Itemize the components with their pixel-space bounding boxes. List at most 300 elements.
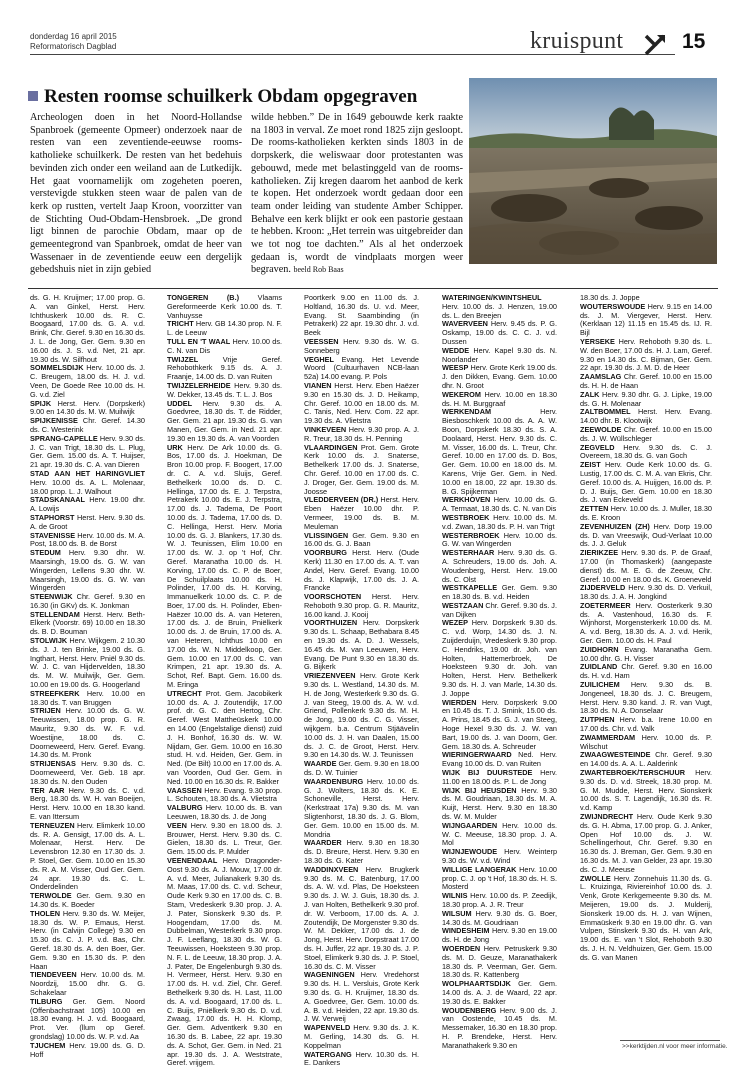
listing-services: Ger. Gem. 14.00 ds. A. J. de Waard, 22 apr. 19.30 ds. E. Bakker — [442, 979, 557, 1006]
listing-services: Herv. 9.30 ds. W. Meijer, 18.30 ds. W. P. Emaus, Herst. Herv. (in Calvijn College) 9.30 en 15.30 ds. C. J. P. v.d. Bas, Chr. Geref. 18.30 ds. A. den Boer, Ger. Gem. 9.30 en 15.30 ds. P. den Haan — [30, 908, 145, 971]
title-marker — [28, 91, 38, 101]
listing-entry — [30, 1042, 145, 1060]
listing-services: Herv. Evang. 9.30 prop. L. Schouten, 18.30 ds. A. Vlietstra — [167, 785, 282, 804]
listing-services: Herv. 9.30 en 18.00 ds. J. Brouwer, Herst. Herv. 9.30 ds. C. Gielen, 18.30 ds. L. Treur, Ger. Gem. 15.00 ds. P. Mulder — [167, 820, 282, 857]
listing-services: Vlaams Gereformeerde Kerk 10.00 ds. T. Vanhuysse — [167, 293, 283, 320]
listing-entry — [580, 769, 712, 813]
listing-services: Herv. 9.15 en 14.00 ds. J. M. Viergever, Herst. Herv. (Kerklaan 12) 11.15 en 15.45 ds. IJ. R. Bijl — [580, 301, 712, 338]
listing-entry — [30, 971, 145, 997]
listing-top-rule — [28, 288, 718, 289]
listing-entry — [442, 945, 557, 980]
listing-services: Chr. Geref. 10.00 en 15.00 ds. H. H. de Haan — [580, 372, 712, 390]
listing-place: WOERDEN — [442, 943, 481, 953]
listing-place: VIANEN — [304, 380, 332, 390]
listing-services: Herv. 10.00 ds. J. C. Breugem, 18.00 ds. H. J. v.d. Veen, De Goede Ree 10.00 ds. H. G. v.d. Ziel — [30, 363, 145, 399]
listing-services: Herv. 9.30 en 19.00 ds. H. de Jong — [442, 926, 557, 945]
listing-entry — [30, 892, 145, 910]
listing-entry — [304, 549, 419, 593]
listing-place: YERSEKE — [580, 336, 615, 346]
listing-entry — [30, 707, 145, 760]
listing-entry — [580, 681, 712, 716]
listing-services: Herv. 19.00 ds. G. D. Hoff — [30, 1040, 145, 1059]
listing-services: Chr. Geref. 10.00 en 15.00 ds. J. W. Wüllschleger — [580, 424, 712, 443]
listing-place: ZWAMMERDAM — [580, 732, 636, 742]
listing-column-1 — [30, 294, 145, 1059]
listing-place: WIERINGERWAARD — [442, 750, 512, 760]
listing-services: Herv. b.a. Irene 10.00 en 17.00 ds. Chr. v.d. Valk — [580, 715, 712, 734]
listing-entry — [580, 408, 712, 426]
listing-entry — [442, 320, 557, 346]
listing-services: Ger. Gem. 9.30 en 18.00 ds. D. W. Tuinier — [304, 759, 419, 778]
listing-services: Herv. 9.30 ds. G. A. Schreuders, 19.00 ds. Joh. A. Woudenberg, Herst. Herv. 19.00 ds. C. Olst — [442, 548, 557, 584]
listing-entry — [442, 532, 557, 550]
listing-place: WEDDE — [442, 345, 470, 355]
listing-services: Herv. 9.30 ds. A. Goedvree, 18.30 ds. T. de Ridder, Ger. Gem. 21 apr. 19.30 ds. G. van Manen, Ger. Gem. in Ned. 21 apr. 19.30 en 19.30 ds. A. van Voorden — [167, 398, 282, 443]
listing-services: Herv. 10.00 ds. M. A. Post, 18.00 ds. B. de Borst — [30, 530, 145, 549]
listing-services: Herv. 9.00 ds. J. van Oostende, 10.45 ds. M. Messemaker, 16.30 en 18.30 prop. H. P. Brendeke, Herst. Herv. Maranathakerk 9.30 en — [442, 1005, 557, 1050]
listing-entry — [442, 584, 557, 602]
listing-entry — [442, 866, 557, 892]
listing-entry — [30, 787, 145, 822]
listing-services: Chr. Geref. 14.30 ds. C. Westerink — [30, 416, 145, 434]
listing-place: STADSKANAAL — [30, 495, 85, 505]
listing-services: Chr. Geref. 9.30 en 16.30 (in GKv) ds. K. Jonkman — [30, 592, 145, 610]
listing-column-4 — [442, 294, 557, 1051]
listing-place: WAARDENBURG — [304, 776, 364, 786]
listing-place: ZWIJNDRECHT — [580, 812, 634, 822]
listing-entry — [580, 523, 712, 549]
listing-place: WIERDEN — [442, 697, 477, 707]
listing-place: WIJK BIJ HEUSDEN — [442, 785, 517, 795]
listing-services: Herv. Dorpskerk 9.00 en 10.45 ds. T. J. Smink, 15.00 ds. A. Prins, 18.45 ds. G. J. van Steeg, Hoge Hexel 9.30 ds. J. W. van Bart, 19.00 ds. J. van Doorn, Ger. Gem. 18.30 ds. A. Schreuder — [442, 697, 557, 751]
listing-services: Herv. 10.00 ds. M. Noordzij, 15.00 dhr. G. G. Schakelaar — [30, 970, 145, 997]
listing-entry — [167, 787, 282, 805]
listing-place: UTRECHT — [167, 688, 202, 698]
listing-place: WAARDE — [304, 759, 337, 769]
listing-entry — [442, 549, 557, 584]
listing-services: Herv. Oosterkerk 9.30 ds. A. Vastenhoud, 16.30 ds. F. Wijnhorst, Morgensterkerk 10.00 ds. M. A. v.d. Berg, 18.30 ds. A. J. v.d. Herik, Ger. Gem. 10.00 ds. H. Paul — [580, 600, 712, 646]
listing-place: ZUTPHEN — [580, 715, 615, 725]
listing-entry — [580, 549, 712, 584]
listing-services: Herv. 10.00 ds. J. Henzen, 19.00 ds. L. den Breejen — [442, 301, 557, 320]
listing-services: Herv. 10.00 ds. J. Muller, 18.30 ds. E. Kroon — [580, 504, 712, 522]
listing-place: WILNIS — [442, 891, 468, 901]
listing-column-5 — [580, 294, 712, 963]
listing-place: VRIEZENVEEN — [304, 671, 356, 681]
listing-place: STELLENDAM — [30, 609, 80, 619]
listing-entry — [167, 320, 282, 338]
listing-entry — [30, 998, 145, 1042]
listing-entry — [30, 294, 145, 364]
listing-services: Ger. Gem. Noord (Offenbachstraat 105) 10.00 en 18.30 evang. H. J. v.d. Boogaard, Prot. Ver. (llum op Geref. grondslag) 10.00 ds. W. P. v.d. Aa — [30, 996, 145, 1041]
listing-services: Prot. Gem. Grote Kerk 10.00 ds. J. Snaterse, Bethelkerk 17.00 ds. J. Snaterse, Chr. Geref. 10.00 en 17.00 ds. C. J. Droger, Ger. Gem. 19.00 ds. M. Joosse — [304, 442, 419, 496]
listing-place: ZIERIKZEE — [580, 548, 619, 558]
listing-services: Herv. 9.30 prop. A. J. R. Treur, 18.30 ds. H. Penning — [304, 424, 419, 443]
listing-place: WERKENDAM — [442, 407, 492, 417]
listing-entry — [442, 848, 557, 866]
listing-entry — [167, 400, 282, 444]
listing-place: URK — [167, 442, 183, 452]
listing-place: WAARDER — [304, 838, 342, 848]
listing-place: WATERINGEN/KWINTSHEUL — [442, 293, 542, 302]
excavation-photo-image — [469, 78, 717, 264]
listing-entry — [442, 910, 557, 928]
article-column-1: Archeologen doen in het Noord-Hollandse Spanbroek (gemeente Opmeer) onderzoek naar de resten van een zeventiende-eeuwse rooms-katholieke schuilkerk. De resten van het bedehuis bevinden zich onder een weiland aan de Lutkedijk. Het gaat voornamelijk om zogeheten poeren, verstevigde stukken steen waar de palen van de kerk op rustten, vertelt Jaap Kroon, voorzitter van de Stichting Oud-Obdam-Hensbroek. „De grond ligt binnen de parochie Obdam, maar op de gemeentegrond van Spanbroek, omdat de heer van Wassenaer in de zeventiende eeuw een dergelijk gebedshuis niet in zijn gebied — [30, 112, 242, 276]
listing-place: SPRANG-CAPELLE — [30, 433, 98, 443]
listing-entry — [580, 303, 712, 338]
listing-entry — [304, 593, 419, 619]
listing-place: WIJK BIJ DUURSTEDE — [442, 768, 533, 778]
listing-place: ZWARTEBROEK/TERSCHUUR — [580, 768, 685, 778]
listing-place: VOORTHUIZEN — [304, 618, 358, 628]
listing-entry — [30, 514, 145, 532]
listing-place: ZEEWOLDE — [580, 424, 622, 434]
listing-services: Herv. 9.30 dhr. G. J. Lipke, 19.00 ds. G. H. Molenaar — [580, 389, 712, 408]
listing-services: Herv. 10.00 ds. P. Zeedijk, 18.30 prop. A. J. R. Treur — [442, 891, 557, 909]
listing-services: Chr. Geref. 9.30 en 16.00 ds. H. v.d. Ham — [580, 662, 712, 681]
listing-place: WIJNJEWOUDE — [442, 847, 498, 857]
listing-place: STREEFKERK — [30, 688, 80, 698]
listing-entry — [30, 364, 145, 399]
listing-place: ZIJDERVELD — [580, 583, 626, 593]
listing-place: TILBURG — [30, 996, 63, 1006]
listing-entry — [304, 619, 419, 672]
listing-services: Herv. 9.30 ds. G. Boer, 14.30 ds. M. Goudriaan — [442, 908, 557, 927]
listing-services: Evang. Het Levende Woord (Cultuurhaven NCB-laan 52a) 14.00 evang. P. Pols — [304, 354, 419, 382]
article-column-2 — [251, 112, 463, 277]
listing-entry — [580, 584, 712, 602]
listing-column-3 — [304, 294, 419, 1068]
listing-place: WATERGANG — [304, 1049, 352, 1059]
listing-place: ZUIDHORN — [580, 644, 619, 654]
listing-services: Herv. 9.30 ds. B. Jongeneel, 18.30 ds. J. C. Breugem, Herst. Herv. 9.30 kand. J. R. van Vugt, 18.30 ds. N. A. Donselaar — [580, 680, 712, 716]
listing-place: VEESSEN — [304, 336, 339, 346]
listing-entry — [167, 690, 282, 787]
listing-entry — [442, 892, 557, 910]
listing-services: Herst. Herv. Eben Haëzer 9.30 en 15.30 ds. J. D. Heikamp, Chr. Geref. 10.00 en 18.00 ds. M. C. Tanis, Ned. Herv. Com. 22 apr. 19.30 ds. A. Vlietstra — [304, 380, 419, 426]
listing-place: WEZEP — [442, 618, 468, 628]
listing-services: Herst. Herv. Eben Haëzer 10.00 dhr. P. Vermeer, 19.00 ds. B. M. Meuleman — [304, 495, 419, 531]
listing-place: WILLIGE LANGERAK — [442, 864, 517, 874]
listing-services: Ned. Herv. Evang 10.00 ds. D. van Ruiten — [442, 750, 557, 769]
listing-place: WEESP — [442, 363, 469, 373]
listing-entry — [442, 391, 557, 409]
listing-entry — [580, 663, 712, 681]
section-arrow-icon — [643, 33, 667, 57]
listing-services: Herv. 10.00 ds. C. N. van Dis — [167, 336, 282, 355]
listing-place: TRICHT — [167, 319, 194, 329]
listing-entry — [580, 875, 712, 963]
listing-services: Herv. 10.00 prop. C. J. op 't Hof, 18.30 ds. H. S. Mosterd — [442, 864, 557, 892]
listing-entry — [442, 699, 557, 752]
listing-place: WOUDENBERG — [442, 1005, 497, 1015]
listing-entry — [442, 822, 557, 848]
listing-services: Herv. 9.30 ds. C. J. Overeem, 18.30 ds. G. van Goch — [580, 442, 712, 461]
header-date: donderdag 16 april 2015 — [30, 32, 117, 41]
listing-entry — [30, 611, 145, 637]
listing-entry — [167, 857, 282, 1068]
listing-entry — [30, 822, 145, 892]
listing-services: ds. G. H. Kruijmer; 17.00 prop. G. A. van Ginkel, Herst. Herv. Ichthuskerk 10.00 ds. R. C. Boogaard, 17.00 ds. G. A. v.d. Brink, Chr. Geref. 9.30 en 16.30 ds. J. L. de Jong, Ger. Gem. 9.30 en 16.00 ds. J. S. v.d. Net, 21 apr. 19.30 ds. W. Silfhout — [30, 293, 145, 364]
listing-place: TWIJZEL — [167, 354, 199, 364]
listing-services: Poortkerk 9.00 en 11.00 ds. J. Holtland, 16.30 ds. U. v.d. Meer, Evang. St. Saambinding (in Petrakerk) 22 apr. 19.30 dhr. J. v.d. Beek — [304, 293, 419, 338]
listing-services: Herv. Grote Kerk 9.30 ds. L. Westland, 14.30 ds. M. H. de Jong, Westerkerk 9.30 ds. G. J. van Steeg, 19.00 ds. A. W. v.d. Griend, Pollenkerk 9.30 ds. M. H. de Jong, 19.00 ds. C. G. Visser, wijkgem. b.a. Centrum Stjäävelin 10.00 ds. J. H. van Daalen, 15.00 ds. J. C. de Groot, Herst. Herv. 9.30 en 14.30 ds. W. J. Teunissen — [304, 671, 419, 760]
listing-entry — [580, 813, 712, 875]
listing-entry — [30, 470, 145, 496]
listing-place: ZALK — [580, 389, 600, 399]
listing-entry — [304, 866, 419, 972]
listing-entry — [30, 690, 145, 708]
listing-entry — [30, 400, 145, 418]
listing-place: TJUCHEM — [30, 1040, 66, 1050]
listing-entry — [580, 646, 712, 664]
listing-services: Herv. 9.30 dhr. W. Maarsingh, 19.00 ds. G. W. van Wingerden, Lellens 9.30 dhr. W. Maarsingh, 19.00 ds. G. W. van Wingerden — [30, 548, 145, 593]
listing-entry — [304, 1051, 419, 1068]
listing-services: Prot. Gem. Jacobikerk 10.00 ds. A. J. Zoutendijk, 17.00 prof. dr. G. C. den Hertog, Chr. Geref. West Mattheüskerk 10.00 en 14.00 (Engelstalige dienst) zuid J. H. Bonhof, 16.30 ds. W. W. Nijdam, Ger. Gem. 10.00 en 16.30 stud. H. v.d. Heiden, Ger. Gem. in Ned. (De Bilt) 10.00 en 17.00 ds. A. van Voorden, Oud Ger. Gem. in Ned. 10.00 en 16.30 ds. R. Bakker — [167, 688, 282, 786]
listing-place: ZWOLLE — [580, 873, 611, 883]
listing-services: Herv. Dorpskerk 9.30 ds. C. v.d. Worp, 14.30 ds. J. N. Zuijderduijn, Vredeskerk 9.30 prop. C. Hendriks, 19.00 dr. Joh. van Holten, Hattemerbroek, De Hoeksteen 9.30 dr. Joh. van Holten, Herst. Herv. Bethelkerk 9.30 ds. H. J. van Marle, 14.30 ds. J. Joppe — [442, 618, 557, 698]
listing-place: VLEDDERVEEN (DR.) — [304, 495, 379, 505]
listing-entry — [304, 338, 419, 356]
listing-services: Herv. 11.00 en 18.00 ds. P. L. de Jong — [442, 768, 557, 786]
listing-place: SOMMELSDIJK — [30, 363, 84, 373]
listing-place: WAVERVEEN — [442, 319, 488, 329]
listing-services: Herst. Herv. Evang. 14.00 dhr. B. Klootwijk — [580, 407, 712, 426]
listing-services: Herv. Brugkerk 9.30 ds. M. C. Batenburg, 17.00 ds. A. W. v.d. Plas, De Hoeksteen 9.30 ds. J. W. J. Guis, 18.30 ds. J. J. van Holten, Bethelkerk 9.30 prof. dr. W. Verboom, 17.00 ds. A. J. Zoutendijk, De Morgenster 9.30 ds. W. M. Dekker, 17.00 ds. J. de Jong, Herst. Herv. Dorpstraat 17.00 ds. H. Juffer, 22 apr. 19.30 ds. J. P. Stoel, Elimkerk 9.30 ds. J. P. Stoel, 16.30 ds. C. M. Visser — [304, 864, 419, 971]
listing-services: Ger. Gem. 9.30 en 16.00 ds. G. J. Baan — [304, 530, 419, 549]
listing-place: STOLWIJK — [30, 636, 68, 646]
listing-place: TERNEUZEN — [30, 820, 75, 830]
listing-place: WESTERHAAR — [442, 548, 495, 558]
listing-services: Vrije Geref. Rehobothkerk 9.15 ds. A. J. Fraanje, 14.00 ds. D. van Ruiten — [167, 354, 282, 382]
listing-place: SPIJK — [30, 398, 52, 408]
listing-place: TWIJZELERHEIDE — [167, 380, 231, 390]
listing-entry — [304, 1024, 419, 1050]
listing-entry — [442, 408, 557, 496]
listing-column-2 — [167, 294, 282, 1068]
listing-services: Herv. Oude Kerk 10.00 ds. G. Lustig, 17.00 ds. C. M. A. van Ekris, Chr. Geref. 10.00 ds. A. Huijgen, 16.00 ds. P. D. J. Buijs, Ger. Gem. 10.00 en 18.30 ds. J. van Eckeveld — [580, 460, 712, 505]
listing-services: Herv. 10.00 ds. G. W. Teeuwissen, 18.00 prop. G. R. Mauritz, 9.30 ds. W. F. v.d. Woestijne, 18.00 ds. C. Doorneweerd, Herv. Geref. Evang. 14.30 ds. M. Pronk — [30, 706, 145, 760]
listing-place: ZEGVELD — [580, 442, 615, 452]
listing-place: THOLEN — [30, 908, 60, 918]
listing-place: ZEIST — [580, 460, 601, 470]
listing-services: Herv. 10.00 ds. P. Wilschut — [580, 732, 712, 751]
listing-place: STAPHORST — [30, 512, 75, 522]
header-date-block — [30, 32, 117, 52]
listing-services: Herst. Herv. 9.30 ds. A. de Groot — [30, 512, 145, 531]
listing-entry — [580, 461, 712, 505]
listing-services: Herv. 10.30 ds. H. E. Dankers — [304, 1049, 419, 1068]
listing-services: Ger. Gem. 9.30 en 18.30 ds. B. v.d. Heiden — [442, 583, 557, 602]
listing-entry — [580, 716, 712, 734]
listing-place: VLISSINGEN — [304, 530, 349, 540]
listing-services: Herv. Oude Kerk 9.30 ds. G. H. Abma, 17.00 prop. G. J. Anker, Open Hof 10.00 ds. J. W. Schellingerhout, Chr. Geref. 9.30 en 16.30 ds. J. Breman, Ger. Gem. 9.30 en 16.30 ds. M. J. van Gelder, 23 apr. 19.30 ds. C. J. Meeuse — [580, 812, 712, 874]
listing-place: STEDUM — [30, 548, 61, 558]
listing-services: Herst. Herv. Beth-Elkerk (Voorstr. 69) 10.00 en 18.30 ds. B. D. Bouman — [30, 609, 145, 637]
listing-services: Herv. Zonnehuis 11.30 ds. G. L. Kruizinga, Riviereinhof 10.00 ds. J. Venk, Grote Kerkgemeente 9.30 ds. M. Meijeren, 19.00 ds. J. Mulderij, Sionskerk 19.00 ds. H. J. van Wijnen, Emmaüskerk 9.30 en 19.00 dhr. G. van Vulpen, Stinskerk 9.30 ds. H. van Ark, 19.00 ds. E. van 't Slot, Rehoboth 9.30 ds. J. H. N. Veldhuizen, Ger. Gem. 15.00 ds. G. van Manen — [580, 873, 712, 962]
header-paper: Reformatorisch Dagblad — [30, 42, 117, 51]
listing-entry — [304, 778, 419, 840]
listing-entry — [580, 505, 712, 523]
listing-entry — [580, 373, 712, 391]
listing-place: WOUTERSWOUDE — [580, 301, 646, 311]
listing-place: STRIJEN — [30, 706, 61, 716]
listing-entry — [304, 294, 419, 338]
listing-place: VLAARDINGEN — [304, 442, 358, 452]
listing-services: Herv. Vredehorst 9.30 ds. H. L. Versluis, Grote Kerk 9.30 ds. G. H. Kruijmer, 18.30 ds. A. Goedvree, Ger. Gem. 10.00 ds. A. B. v.d. Heiden, 22 apr. 19.30 ds. J. W. Verweij — [304, 970, 419, 1024]
listing-services: Ger. Gem. 9.30 en 14.30 ds. K. Boeder — [30, 891, 145, 909]
listing-services: Chr. Geref. 9.30 ds. J. van Dijken — [442, 600, 557, 619]
listing-entry — [304, 382, 419, 426]
listing-entry — [30, 417, 145, 435]
listing-place: ZALTBOMMEL — [580, 407, 631, 417]
listing-services: Herv. 9.30 ds. D. Verkuil, 18.30 ds. J. A. H. Jongkind — [580, 583, 712, 602]
listing-entry — [442, 769, 557, 787]
listing-place: WESTKAPELLE — [442, 583, 498, 593]
listing-entry — [304, 971, 419, 1024]
listing-entry — [442, 927, 557, 945]
listing-services: Herv. De Ark 10.00 ds. G. Bos, 17.00 ds. J. Hoekman, De Bron 10.00 prop. F. Boogert, 17.00 dr. C. A. v.d. Sluijs, Geref. Bethelkerk 10.00 ds. D. C. Hellinga, 17.00 ds. E. J. Terpstra, Petrakerk 10.00 ds. E. J. Terpstra, 17.00 ds. J. Tadema, De Poort 10.00 ds. J. Tadema, 17.00 ds. D. C. Hellinga, Herst. Herv. Moria 10.00 ds. G. J. Blankers, 17.30 ds. W. J. Teunissen, Elim 10.00 en 17.00 ds. W. J. op 't Hof, Chr. Geref. Maranatha 10.00 ds. H. Korving, 17.00 ds. C. P. de Boer, De Schuilplaats 10.00 ds. H. Polinder, 17.00 ds. H. Korving, Immanuelkerk 10.00 ds. C. P. de Boer, 17.00 ds. H. Polinder, Eben-Haëzer 10.00 ds. A. van Heteren, 17.00 ds. J. de Bruin, Pniëlkerk 10.00 ds. J. de Bruin, 17.00 ds. A. van Heteren, Ichthus 10.00 en 17.00 ds. W. N. Middelkoop, Ger. Gem. 10.00 en 17.00 ds. C. van Krimpen, 21 apr. 19.30 ds. A. Schot, Ref. Bapt. Gem. 16.00 ds. M. Eringa — [167, 442, 282, 690]
listing-place: ZAAMSLAG — [580, 372, 622, 382]
listing-services: Herv. 19.00 dhr. A. Lowijs — [30, 495, 145, 514]
listing-entry — [167, 356, 282, 382]
listing-place: WILSUM — [442, 908, 472, 918]
listing-services: Herv. 10.00 ds. G. W. van Wingerden — [442, 530, 557, 549]
listing-place: WOLPHAARTSDIJK — [442, 979, 511, 989]
listing-entry — [442, 364, 557, 390]
listing-services: Herv. 9.30 ds. P. de Graaf, 17.00 (in Thomaskerk) (aangepaste dienst) ds. M. E. G. de Zeeuw, Chr. Geref. 10.00 en 18.00 ds. K. Groeneveld — [580, 548, 712, 584]
listing-place: STAVENISSE — [30, 530, 76, 540]
listing-services: Herv. Grote Kerk 19.00 ds. J. den Dikken, Evang. Gem. 10.00 dhr. N. Groot — [442, 363, 557, 390]
listing-entry — [442, 514, 557, 532]
listing-place: ZUILICHEM — [580, 680, 620, 690]
listing-entry — [167, 444, 282, 690]
listing-services: Herst. Herv. (Dorpskerk) 9.00 en 14.30 ds. M. W. Muilwijk — [30, 398, 145, 417]
listing-entry — [580, 391, 712, 409]
listing-entry — [442, 602, 557, 620]
listing-services: Herv. 9.30 ds. J. K. M. Gerling, 14.30 ds. G. H. Koppelman — [304, 1023, 419, 1050]
listing-place: VALBURG — [167, 803, 203, 813]
listing-entry — [304, 672, 419, 760]
article-title-text: Resten roomse schuilkerk Obdam opgegraven — [44, 86, 418, 107]
listing-entry — [304, 356, 419, 382]
listing-place: ZUIDLAND — [580, 662, 618, 672]
listing-place: WINDESHEIM — [442, 926, 490, 936]
listing-entry — [30, 910, 145, 972]
section-title: kruispunt — [530, 28, 624, 54]
listing-entry — [30, 532, 145, 550]
listing-services: Herv. Biesboschkerk 10.00 ds. A. A. W. Boon, Dorpskerk 18.30 ds. S. A. Doolaard, Herst. Herv. 9.30 ds. C. M. Visser, 16.00 ds. L. Treur, Chr. Geref. 10.00 en 17.00 ds. D. Bos, Ger. Gem. 10.00 en 18.00 ds. M. Karens, Vrije Ger. Gem. in Ned. 10.00 en 18.00, 22 apr. 19.30 ds. B. G. Spijkerman — [442, 407, 557, 496]
listing-place: TER AAR — [30, 785, 65, 795]
listing-entry — [167, 804, 282, 822]
listing-place: VOORSCHOTEN — [304, 592, 362, 602]
listing-entry — [442, 1007, 557, 1051]
listing-entry — [167, 382, 282, 400]
listing-services: Herv. Rehoboth 9.30 ds. L. W. den Boer, 17.00 ds. H. J. Lam, Geref. 9.30 en 14.30 ds. C. Bijman, Ger. Gem. 22 apr. 19.30 ds. J. M. D. de Heer — [580, 336, 712, 373]
listing-place: WAGENINGEN — [304, 970, 355, 980]
listing-entry — [304, 496, 419, 531]
listing-place: WESTERBROEK — [442, 530, 500, 540]
listing-services: Herst. Herv. Rehoboth 9.30 prop. G. R. Mauritz, 16.00 kand. J. Kooij — [304, 592, 419, 619]
listing-place: ZEVENHUIZEN (ZH) — [580, 521, 650, 531]
listing-services: Herv. 10.00 ds. B. van Leeuwen, 18.30 ds. J. de Jong — [167, 803, 282, 822]
listing-place: VOORBURG — [304, 548, 347, 558]
listing-services: Herv. GB 14.30 prop. N. F. L. de Leeuw — [167, 319, 282, 338]
listing-services: Herv. 10.00 ds. A. L. Molenaar, 18.00 prop. L. J. Walhout — [30, 477, 145, 496]
listing-entry — [304, 444, 419, 497]
listing-entry — [304, 532, 419, 550]
listing-entry — [580, 444, 712, 462]
listing-services: Herv. Dorp 19.00 ds. D. van Vreeswijk, Oud-Verlaat 10.00 ds. J. J. Geluk — [580, 521, 712, 549]
listing-entry — [304, 760, 419, 778]
listing-services: Herv. 10.00 ds. W. C. Meeuse, 18.30 prop. J. A. Mol — [442, 820, 557, 848]
listing-services: Herv. 9.30 ds. W. Dekker, 13.45 ds. T. L. J. Bos — [167, 380, 282, 399]
listing-place: WAPENVELD — [304, 1023, 351, 1033]
listing-services: Herv. Petruskerk 9.30 ds. M. D. Geuze, Maranathakerk 18.30 ds. P. Veerman, Ger. Gem. 18.30 ds. R. Kattenberg — [442, 943, 557, 980]
article-title — [28, 85, 438, 109]
listing-services: Herv. 10.00 en 18.30 ds. H. M. Burggraaf — [442, 389, 557, 408]
listing-entry — [442, 980, 557, 1006]
listing-services: Herv. Weinterp 9.30 ds. W. v.d. Wind — [442, 847, 557, 865]
listing-place: TIENDEVEEN — [30, 970, 77, 980]
listing-place: VAASSEN — [167, 785, 202, 795]
listing-place: WEKEROM — [442, 389, 481, 399]
listing-entry — [442, 294, 557, 320]
listing-place: VINKEVEEN — [304, 424, 347, 434]
listing-services: Herst. Herv. (Oude Kerk) 11.30 en 17.00 ds. A. T. van Andel, Herv. Geref. Evang. 10.00 ds. J. Klapwijk, 17.00 ds. J. A. Francke — [304, 548, 419, 593]
photo-credit: beeld Rob Baas — [293, 265, 344, 275]
listing-services: Herv. 9.30 en 18.30 ds. D. Breure, Herst. Herv. 9.30 en 18.30 ds. G. Kater — [304, 838, 419, 865]
listing-place: WERKHOVEN — [442, 495, 491, 505]
listing-entry — [30, 549, 145, 593]
footer-note: >>kerktijden.nl voor meer informatie. — [622, 1043, 728, 1050]
listing-place: WESTBROEK — [442, 512, 490, 522]
listing-entry — [30, 637, 145, 690]
article-column-2-text: wilde hebben.” De in 1649 gebouwde kerk raakte na 1803 in verval. Ze moet rond 1825 zijn gesloopt. De rooms-katholieken kerkten sinds 1803 in de dorpskerk, die weliswaar door protestanten was gebouwd, mede met belastinggeld van de rooms-katholieken. Zij kregen daarom het aanbod de kerk te kopen. Het onderzoek wordt gedaan door een team onder leiding van studente Amber Schipper. Behalve een kerk blijkt er ook een pastorie gestaan te hebben. Kroon: „Het terrein was uitgebreider dan we tot nog toe dachten.” Als al het onderzoek gedaan is, wordt de vindplaats morgen weer begraven. — [251, 112, 463, 276]
listing-services: Herv. 10.00 ds. G. J. Wolters, 18.30 ds. K. E. Schoneville, Herst. Herv. (Kerkstraat 17a) 9.30 ds. M. van Sligtenhorst, 18.30 ds. J. G. Blom, Ger. Gem. 10.00 en 15.00 ds. M. Mondria — [304, 776, 419, 839]
listing-entry — [580, 734, 712, 752]
listing-services: Herv. Elimkerk 10.00 ds. R. A. Gensigt, 17.00 ds. A. L. Molenaar, Herst. Herv. De Levensbron 12.30 en 17.30 ds. J. P. Stoel, Ger. Gem. 10.00 en 15.30 ds. R. A. M. Visser, Oud Ger. Gem. 24 apr. 19.30 ds. C. L. Onderdelinden — [30, 820, 145, 892]
listing-entry — [167, 338, 282, 356]
listing-services: Herv. Kapel 9.30 ds. N. Noorlander — [442, 345, 557, 364]
listing-services: Herv. 9.30 ds. J. C. van Trigt, 18.30 ds. L. Plug, Ger. Gem. 15.00 ds. A. T. Huijser, 21 apr. 19.30 ds. C. A. van Dieren — [30, 433, 145, 470]
listing-entry — [580, 338, 712, 373]
listing-services: 18.30 ds. J. Joppe — [580, 293, 640, 302]
listing-services: Herv. 9.30 ds. C. v.d. Berg, 18.30 ds. W. H. van Boeijen, Herst. Herv. 10.00 en 18.30 kand. E. van Ittersum — [30, 785, 145, 822]
listing-services: Herv. 9.45 ds. P. G. Oskamp, 19.00 ds. C. C. J. v.d. Dussen — [442, 319, 557, 346]
listing-entry — [442, 787, 557, 822]
listing-place: WIJNGAARDEN — [442, 820, 498, 830]
listing-services: Herv. 10.00 ds. G. A. Termaat, 18.30 ds. C. N. van Dis — [442, 495, 557, 514]
listing-services: Herv. 9.30 ds. W. G. Sonneberg — [304, 336, 419, 355]
listing-entry — [167, 822, 282, 857]
listing-place: ZWAAGWESTEINDE — [580, 750, 651, 760]
listing-services: Chr. Geref. 9.30 en 14.00 ds. A. A. L. Aalderink — [580, 750, 712, 769]
listing-services: Herv. 9.30 ds. M. Goudriaan, 18.30 ds. M. A. Kuijt, Herst. Herv. 9.30 en 18.30 ds. W. M. Mulder — [442, 785, 557, 822]
listing-place: WESTZAAN — [442, 600, 484, 610]
listing-entry — [580, 426, 712, 444]
listing-entry — [442, 619, 557, 698]
listing-entry — [442, 751, 557, 769]
page-number: 15 — [682, 30, 706, 53]
listing-place: STEENWIJK — [30, 592, 73, 602]
listing-services: Herv. Dorpskerk 9.30 ds. L. Schaap, Bethabara 8.45 en 19.30 ds. A. D. J. Wessels, 16.45 ds. M. van Leeuwen, Herv. Evang. De Punt 9.30 en 18.30 ds. G. Bijkerk — [304, 618, 419, 672]
listing-place: TERWOLDE — [30, 891, 72, 901]
listing-place: WADDINXVEEN — [304, 864, 359, 874]
listing-place: TULL EN 'T WAAL — [167, 336, 231, 346]
listing-place: UDDEL — [167, 398, 193, 408]
listing-place: VEEN — [167, 820, 187, 830]
